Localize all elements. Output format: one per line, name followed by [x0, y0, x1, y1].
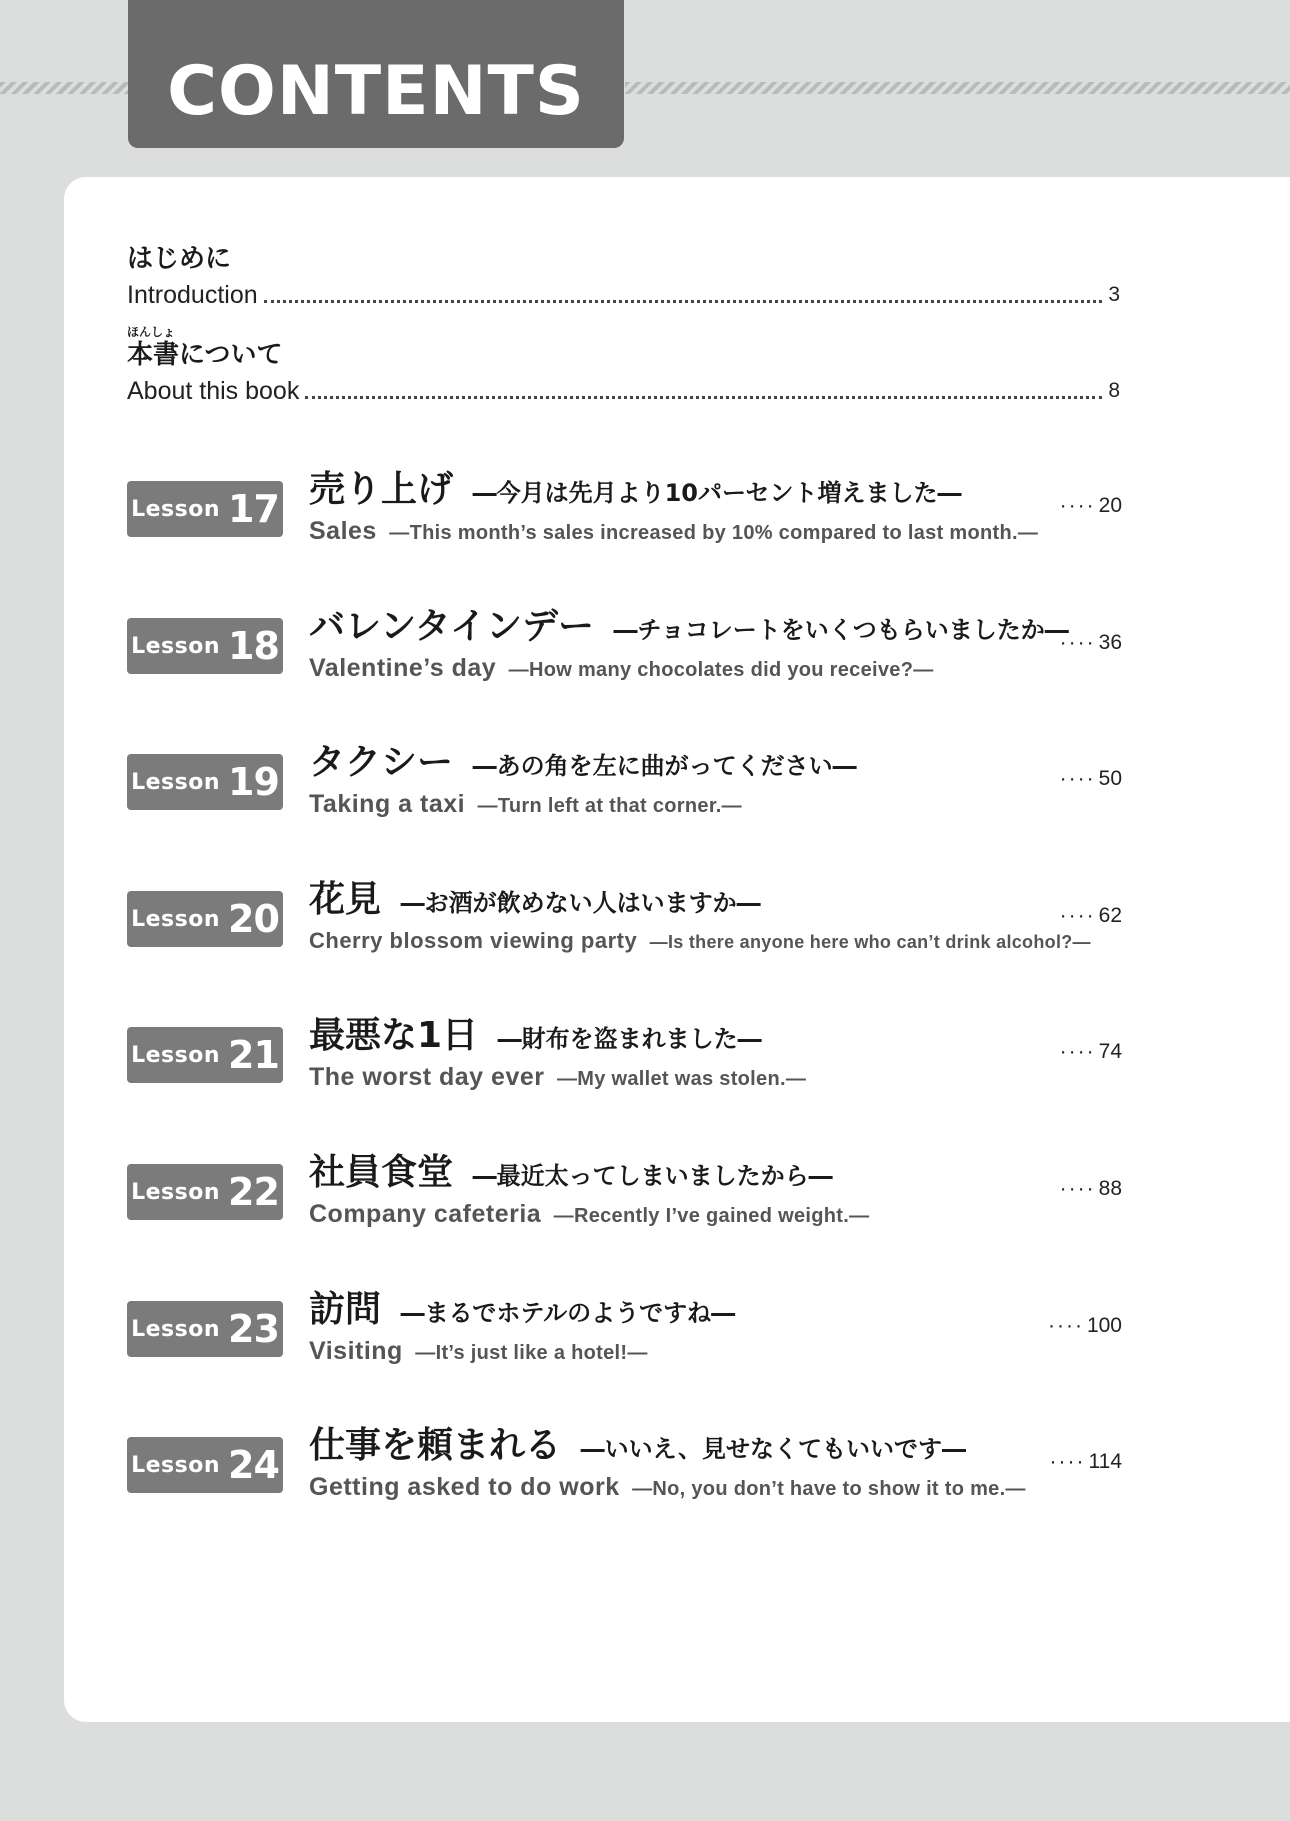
lesson-entry-22[interactable] [127, 1139, 1122, 1249]
lesson-jp-title: タクシー [309, 742, 454, 783]
lesson-badge [127, 1164, 283, 1220]
lesson-badge-word: Lesson [131, 1042, 220, 1068]
lesson-entry-21[interactable] [127, 1002, 1122, 1112]
lesson-en-subtitle: ―My wallet was stolen.― [556, 1068, 807, 1090]
lesson-badge-number: 17 [228, 487, 279, 531]
lesson-entry-19[interactable] [127, 729, 1122, 839]
lesson-en-title: Taking a taxi [309, 790, 466, 818]
toc-entry-jp-heading: 本書について [127, 340, 283, 370]
lesson-en-subtitle: ―How many chocolates did you receive?― [508, 659, 934, 681]
lesson-en-title: Getting asked to do work [309, 1473, 620, 1501]
page-value: 114 [1088, 1450, 1122, 1473]
lesson-jp-title: 花見 [309, 879, 382, 920]
lesson-jp-title: 訪問 [309, 1289, 382, 1330]
decorative-hatch-right [625, 82, 1290, 94]
lesson-en-subtitle: ―It’s just like a hotel!― [415, 1342, 648, 1364]
lesson-en-subtitle: ―Recently I’ve gained weight.― [553, 1205, 870, 1227]
decorative-hatch-left [0, 82, 128, 94]
lesson-page-number [1060, 904, 1122, 928]
lesson-jp-title: 社員食堂 [309, 1152, 454, 1193]
lesson-badge [127, 754, 283, 810]
leader-dots: ···· [1047, 1314, 1084, 1337]
lesson-entry-23[interactable] [127, 1276, 1122, 1386]
lesson-jp-subtitle: ―今月は先月より10パーセント増えました― [472, 479, 962, 507]
lesson-page-number [1060, 1177, 1122, 1201]
lesson-en-title: The worst day ever [309, 1063, 545, 1091]
lesson-page-number [1060, 494, 1122, 518]
lesson-badge-word: Lesson [131, 1452, 220, 1478]
toc-entry-en-label: About this book [127, 377, 300, 405]
lesson-badge [127, 481, 283, 537]
toc-page-number: 8 [1108, 379, 1120, 402]
lesson-en-title: Visiting [309, 1337, 403, 1365]
leader-dots [264, 300, 1103, 303]
lesson-en-title: Cherry blossom viewing party [309, 928, 638, 953]
furigana: ほんしょ [127, 325, 176, 339]
leader-dots: ···· [1059, 631, 1096, 654]
lesson-en-subtitle: ―No, you don’t have to show it to me.― [632, 1478, 1026, 1500]
lesson-badge-word: Lesson [131, 906, 220, 932]
lesson-badge [127, 618, 283, 674]
lesson-badge-number: 19 [228, 760, 279, 804]
leader-dots [305, 396, 1102, 399]
lesson-badge [127, 1301, 283, 1357]
lesson-badge [127, 1437, 283, 1493]
lesson-badge-number: 18 [228, 624, 279, 668]
lesson-badge-number: 23 [228, 1307, 279, 1351]
lesson-en-title: Valentine’s day [309, 654, 497, 682]
leader-dots: ···· [1059, 494, 1096, 517]
lesson-badge-word: Lesson [131, 769, 220, 795]
lesson-badge-number: 24 [228, 1443, 279, 1487]
page-value: 100 [1086, 1314, 1122, 1337]
lesson-en-title: Company cafeteria [309, 1200, 542, 1228]
lesson-en-subtitle: ―This month’s sales increased by 10% compared to last month.― [389, 522, 1039, 544]
page-value: 88 [1098, 1177, 1122, 1200]
lesson-page-number [1060, 1040, 1122, 1064]
lesson-en-title: Sales [309, 517, 377, 545]
lesson-badge-word: Lesson [131, 1179, 220, 1205]
lesson-badge-number: 20 [228, 897, 279, 941]
toc-entry-en-label: Introduction [127, 281, 258, 309]
lesson-badge-word: Lesson [131, 633, 220, 659]
leader-dots: ···· [1059, 1177, 1096, 1200]
lesson-jp-subtitle: ―いいえ、見せなくてもいいです― [580, 1435, 967, 1463]
lesson-badge-number: 21 [228, 1033, 279, 1077]
lesson-entry-18[interactable] [127, 593, 1122, 703]
toc-entry-jp-heading: はじめに [127, 244, 232, 274]
leader-dots: ···· [1049, 1450, 1086, 1473]
page-value: 20 [1098, 494, 1122, 517]
lesson-entry-24[interactable] [127, 1412, 1122, 1522]
lesson-jp-subtitle: ―チョコレートをいくつもらいましたか― [613, 616, 1069, 644]
lesson-jp-subtitle: ―まるでホテルのようですね― [400, 1299, 736, 1327]
toc-entry-introduction[interactable] [127, 244, 1120, 310]
lesson-en-subtitle: ―Turn left at that corner.― [477, 795, 742, 817]
page-value: 74 [1098, 1040, 1122, 1063]
lesson-entry-20[interactable] [127, 866, 1122, 976]
lesson-page-number [1048, 1314, 1122, 1338]
page-value: 50 [1098, 767, 1122, 790]
leader-dots: ···· [1059, 767, 1096, 790]
toc-entry-about-this-book[interactable] [127, 325, 1120, 406]
page-value: 36 [1098, 631, 1122, 654]
lesson-badge-number: 22 [228, 1170, 279, 1214]
lesson-page-number [1060, 631, 1122, 655]
lesson-jp-title: 仕事を頼まれる [309, 1425, 562, 1466]
lesson-jp-title: 売り上げ [309, 469, 454, 510]
lesson-badge [127, 891, 283, 947]
lesson-jp-subtitle: ―最近太ってしまいましたから― [472, 1162, 833, 1190]
lesson-jp-subtitle: ―お酒が飲めない人はいますか― [400, 889, 761, 917]
lesson-page-number [1060, 767, 1122, 791]
lesson-jp-title: バレンタインデー [309, 606, 594, 647]
contents-header-tab [128, 0, 624, 148]
lesson-entry-17[interactable] [127, 456, 1122, 566]
lesson-jp-subtitle: ―あの角を左に曲がってください― [472, 752, 857, 780]
lesson-jp-title: 最悪な1日 [309, 1015, 479, 1056]
lesson-badge [127, 1027, 283, 1083]
page-title: CONTENTS [167, 52, 585, 131]
lesson-en-subtitle: ―Is there anyone here who can’t drink alcohol?― [649, 932, 1091, 952]
lesson-badge-word: Lesson [131, 496, 220, 522]
leader-dots: ···· [1059, 904, 1096, 927]
lesson-jp-subtitle: ―財布を盗まれました― [497, 1025, 762, 1053]
leader-dots: ···· [1059, 1040, 1096, 1063]
toc-page-number: 3 [1108, 283, 1120, 306]
ruby-text-group [127, 325, 283, 370]
lesson-badge-word: Lesson [131, 1316, 220, 1342]
page-value: 62 [1098, 904, 1122, 927]
lesson-page-number [1050, 1450, 1122, 1474]
